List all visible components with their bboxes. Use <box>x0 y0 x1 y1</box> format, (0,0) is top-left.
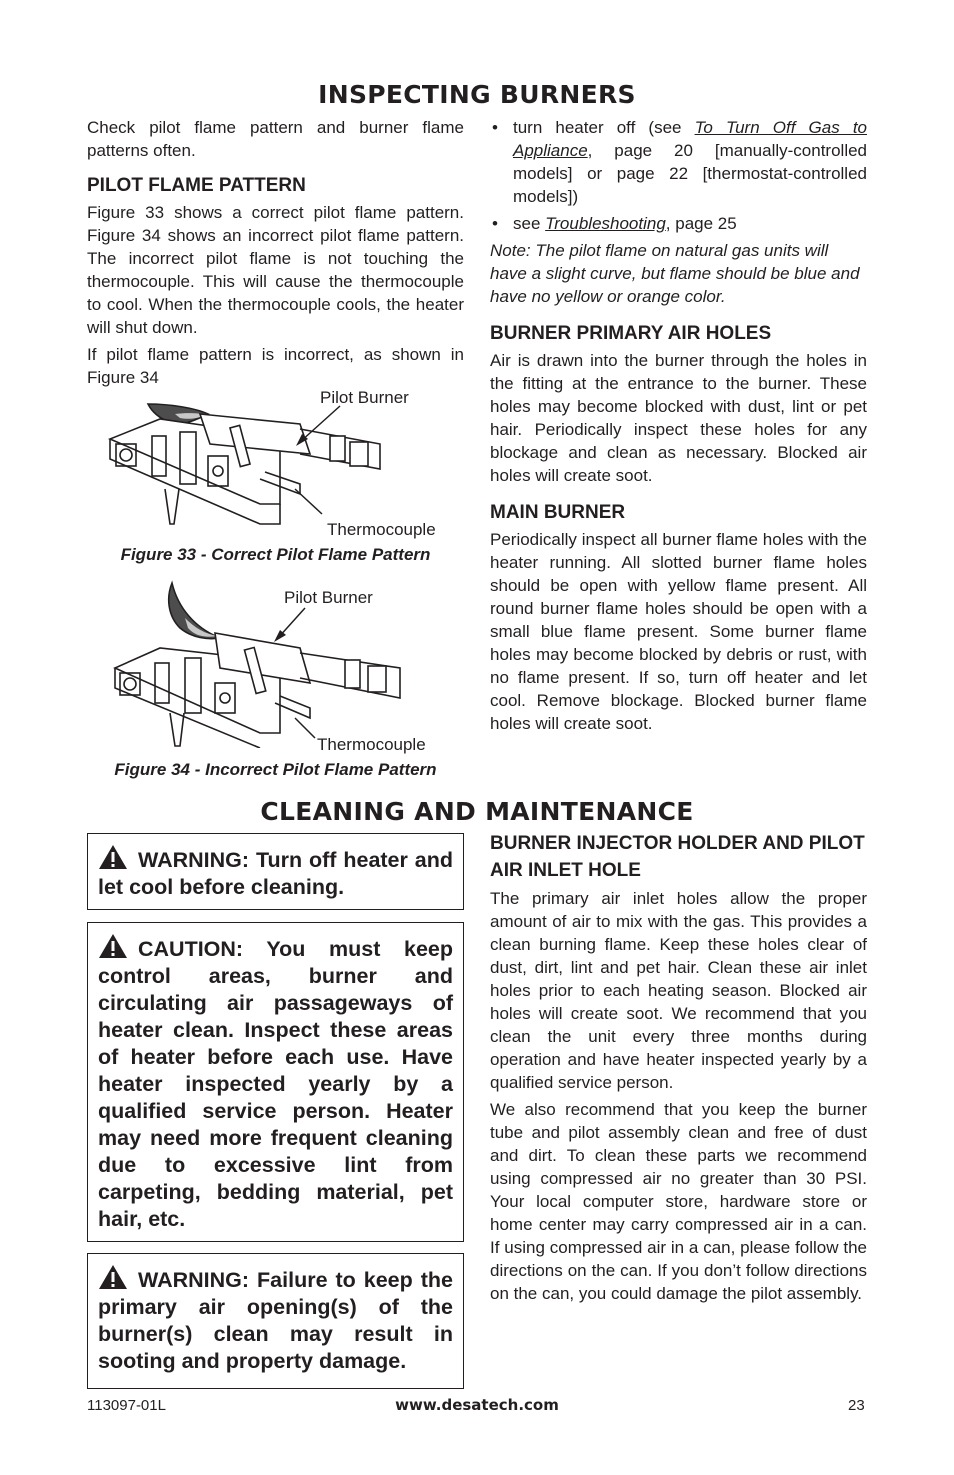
injector-para1: The primary air inlet holes allow the proper amount of air to mix with the gas. This provides a clean burning flame. Keep these holes clear of dust, dirt, lint and pet hair. Clean these air inlet holes prior to each heating season. Blocked air holes will create soot. We recommend that you clean the unit every three months during operation and have heater inspected yearly by a qualified service person. <box>490 889 867 1092</box>
fig34-label-pilot-burner: Pilot Burner <box>284 588 373 607</box>
left-column-top <box>87 116 464 393</box>
bullet2-text-post: , page 25 <box>665 214 737 233</box>
pilot-assembly-illustration <box>100 384 480 534</box>
warning2-text: WARNING: Failure to keep the primary air opening(s) of the burner(s) clean may result in sooting and property damage. <box>98 1268 453 1373</box>
pilot-note: Note: The pilot flame on natural gas units will have a slight curve, but flame should be blue and have no yellow or orange color. <box>490 241 860 306</box>
fig34-caption: Figure 34 - Incorrect Pilot Flame Pattern <box>114 760 437 779</box>
section-title-cleaning: CLEANING AND MAINTENANCE <box>260 797 694 826</box>
injector-heading: BURNER INJECTOR HOLDER AND PILOT AIR INLET HOLE <box>490 833 865 881</box>
page-number: 23 <box>848 1397 865 1414</box>
warning1-text: WARNING: Turn off heater and let cool before cleaning. <box>98 848 453 899</box>
doc-number: 113097-01L <box>87 1397 166 1414</box>
figure-33 <box>100 384 480 534</box>
caution-text: CAUTION: You must keep control areas, burner and circulating air passageways of heater clean. Inspect these areas of heater before each use. Have heater inspected yearly by a qualified service person. Heater may need more frequent cleaning due to excessive lint from carpeting, bedding material, pet hair, etc. <box>98 937 453 1231</box>
intro-text: Check pilot flame pattern and burner flame patterns often. <box>87 118 464 160</box>
pilot-flame-para1: Figure 33 shows a correct pilot flame pattern. Figure 34 shows an incorrect pilot flame pattern. The incorrect pilot flame is not touching the thermocouple. This will cause the thermocouple to cool. When the thermocouple cools, the heater will shut down. <box>87 203 464 337</box>
warning-box-sooting <box>87 1253 464 1389</box>
bullet1-text-pre: turn heater off (see <box>513 118 695 137</box>
caution-box <box>87 922 464 1242</box>
fig33-label-pilot-burner: Pilot Burner <box>320 388 409 407</box>
main-burner-text: Periodically inspect all burner flame holes with the heater running. All slotted burner flame holes should be open with yellow flame present. All round burner flame holes should be open with a small blue flame present. Some burner flame holes may become blocked by debris or rust, with no flame present. If so, turn off heater and let cool. Remove blockage. Blocked burner flame holes will create soot. <box>490 530 867 733</box>
injector-para2: We also recommend that you keep the burner tube and pilot assembly clean and free of dust and dirt. To clean these parts we recommend using compressed air no greater than 30 PSI. Your local computer store, hardware store or home center may carry compressed air in a can. If using compressed air in a can, please follow the directions on the can. If you don’t follow directions on the can, you could damage the pilot assembly. <box>490 1100 867 1303</box>
warning-box-turn-off <box>87 833 464 910</box>
bullet2-text-pre: see <box>513 214 546 233</box>
primary-air-text: Air is drawn into the burner through the holes in the fitting at the entrance to the burner. These holes may become blocked with dust, lint or pet hair. Periodically inspect these holes for any blockage and clean as necessary. Blocked air holes will create soot. <box>490 351 867 485</box>
link-troubleshooting[interactable]: Troubleshooting <box>545 214 666 233</box>
bullet-dot: • <box>492 118 498 137</box>
bullet-turn-off <box>490 116 867 208</box>
primary-air-heading: BURNER PRIMARY AIR HOLES <box>490 323 772 344</box>
warning-triangle-icon <box>98 933 128 959</box>
bullet-troubleshooting <box>490 212 867 235</box>
warning-triangle-icon <box>98 1264 128 1290</box>
main-burner-heading: MAIN BURNER <box>490 502 626 523</box>
fig33-label-thermocouple: Thermocouple <box>327 520 436 539</box>
section-title-inspecting-burners: INSPECTING BURNERS <box>318 80 636 109</box>
warning-triangle-icon <box>98 844 128 870</box>
pilot-flame-para2: If pilot flame pattern is incorrect, as shown in Figure 34 <box>87 345 464 387</box>
right-column-top <box>490 116 867 735</box>
bullet1-text-post: , page 20 [manually-controlled models] or page 22 [thermostat-controlled models]) <box>513 141 867 206</box>
fig33-caption: Figure 33 - Correct Pilot Flame Pattern <box>120 545 431 564</box>
fig34-label-thermocouple: Thermocouple <box>317 735 426 754</box>
right-column-bottom <box>490 830 867 1305</box>
link-turn-off-gas[interactable]: To Turn Off Gas to Appliance <box>513 118 867 160</box>
website-link[interactable]: www.desatech.com <box>395 1396 559 1414</box>
bullet-dot: • <box>492 214 498 233</box>
pilot-flame-heading: PILOT FLAME PATTERN <box>87 175 306 196</box>
